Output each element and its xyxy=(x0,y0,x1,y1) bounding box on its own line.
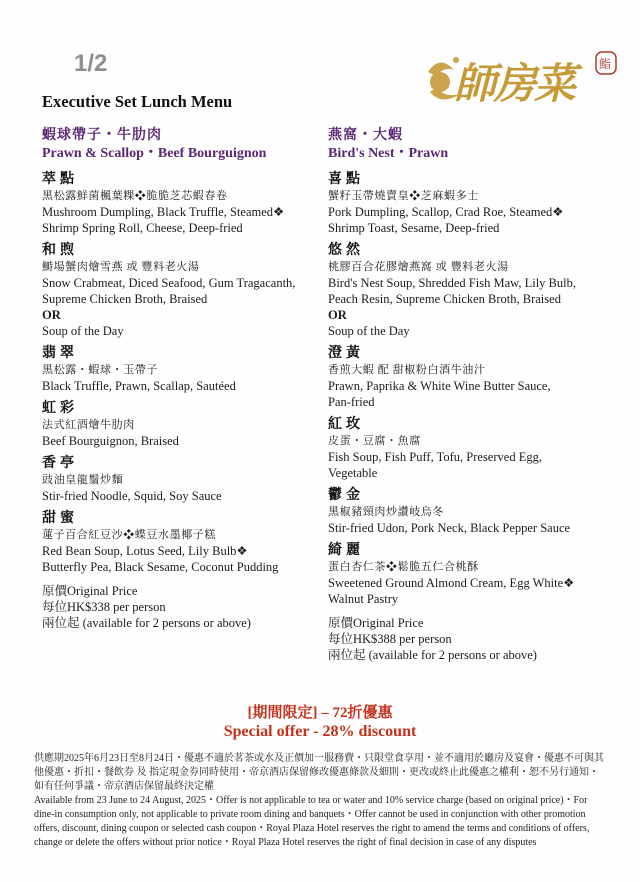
course-zh: 蓮子百合紅豆沙❖蝶豆水墨椰子糕 xyxy=(42,529,216,541)
course-en: Black Truffle, Prawn, Scallap, Sautéed xyxy=(42,379,236,393)
terms-zh: 供應期2025年6月23日至8月24日・優惠不適於茗茶或水及正價加一服務費・只限堂食享用・並不適用於廳房及宴會・優惠不可與其他優惠・折扣・餐飲券 及 指定現金券同時使用・帝京酒店保留修改優惠條款及細則・更改或終止此優惠之權利・恕不另行通知・如有任何爭議・帝京酒店保留最終決定權 xyxy=(34,753,604,792)
price-amount: 每位HK$388 per person xyxy=(328,632,452,646)
price-condition: 兩位起 (available for 2 persons or above) xyxy=(42,616,251,630)
course-zh: 法式紅酒燴牛肋肉 xyxy=(42,419,135,431)
course-zh: 桃膠百合花膠燴燕窩 或 豐料老火湯 xyxy=(328,261,509,273)
course-en: Beef Bourguignon, Braised xyxy=(42,434,179,448)
course-zh: 鰣場蟹肉燴雪燕 或 豐料老火湯 xyxy=(42,261,200,273)
svg-text:鮨: 鮨 xyxy=(599,57,612,71)
set-menu-right xyxy=(328,127,613,663)
course-3 xyxy=(328,345,613,410)
course-alt: Soup of the Day xyxy=(328,324,410,338)
set-title-zh: 蝦球帶子・牛肋肉 xyxy=(42,128,162,143)
logo-text: 師房菜 xyxy=(454,59,575,108)
price-amount: 每位HK$338 per person xyxy=(42,600,166,614)
promo-title-zh: [期間限定] – 72折優惠 xyxy=(247,705,393,721)
course-en: Stir-fried Udon, Pork Neck, Black Pepper Sauce xyxy=(328,521,571,535)
course-3 xyxy=(42,345,327,394)
course-en: Sweetened Ground Almond Cream, Egg White❖ xyxy=(328,576,575,590)
restaurant-logo xyxy=(420,42,620,114)
course-en: Shrimp Toast, Sesame, Deep-fried xyxy=(328,221,500,235)
terms-and-conditions xyxy=(34,752,606,850)
course-en: Pan-fried xyxy=(328,395,375,409)
set-title-en: Prawn & Scallop・Beef Bourguignon xyxy=(42,146,267,161)
course-en: Butterfly Pea, Black Sesame, Coconut Pudding xyxy=(42,560,279,574)
course-1 xyxy=(328,171,613,236)
course-title: 綺麗 xyxy=(328,543,364,558)
course-zh: 蟹籽玉帶燒賣皇❖芝麻蝦多士 xyxy=(328,190,479,202)
course-en: Fish Soup, Fish Puff, Tofu, Preserved Egg, xyxy=(328,450,542,464)
course-title: 喜點 xyxy=(328,172,364,187)
course-en: Shrimp Spring Roll, Cheese, Deep-fried xyxy=(42,221,243,235)
course-4 xyxy=(42,400,327,449)
promo-title-en: Special offer - 28% discount xyxy=(223,723,417,740)
or-label: OR xyxy=(42,308,61,322)
course-en: Prawn, Paprika & White Wine Butter Sauce, xyxy=(328,379,551,393)
course-2 xyxy=(328,242,613,339)
course-1 xyxy=(42,171,327,236)
course-en: Walnut Pastry xyxy=(328,592,399,606)
course-en: Snow Crabmeat, Diced Seafood, Gum Tragacanth, xyxy=(42,276,296,290)
course-zh: 黑松露・蝦球・玉帶子 xyxy=(42,364,158,376)
course-en: Pork Dumpling, Scallop, Crad Roe, Steamed❖ xyxy=(328,205,564,219)
course-en: Red Bean Soup, Lotus Seed, Lily Bulb❖ xyxy=(42,544,248,558)
price-condition: 兩位起 (available for 2 persons or above) xyxy=(328,648,537,662)
set-title-zh: 燕窩・大蝦 xyxy=(328,128,403,143)
course-5 xyxy=(328,487,613,536)
course-4 xyxy=(328,416,613,481)
course-title: 萃點 xyxy=(42,172,78,187)
course-zh: 蛋白杏仁茶❖鬆脆五仁合桃酥 xyxy=(328,561,479,573)
price-label: 原價Original Price xyxy=(42,584,138,598)
course-en: Peach Resin, Supreme Chicken Broth, Braised xyxy=(328,292,561,306)
menu-title: Executive Set Lunch Menu xyxy=(42,92,233,111)
course-en: Stir-fried Noodle, Squid, Soy Sauce xyxy=(42,489,222,503)
course-en: Vegetable xyxy=(328,466,378,480)
price-block xyxy=(42,583,327,631)
price-label: 原價Original Price xyxy=(328,616,424,630)
terms-en: Available from 23 June to 24 August, 2025・Offer is not applicable to tea or water and 10% service charge (based on original price)・For dine-in consumption only, not applicable to private room dining and banquets・Offer cannot be used in conjunction with other promotion offers, discount, dining coupon or selected cash coupon・Royal Plaza Hotel reserves the right to amend the terms and conditions of offers, change or delete the offers without prior notice・Royal Plaza Hotel reserves the right of final decision in case of any disputes xyxy=(34,795,590,848)
course-2 xyxy=(42,242,327,339)
course-title: 澄黃 xyxy=(328,346,364,361)
price-block xyxy=(328,615,613,663)
course-title: 香亭 xyxy=(42,456,78,471)
course-title: 和煦 xyxy=(42,243,78,258)
course-zh: 黑松露鮮菌楓葉粿❖脆脆芝芯蝦春卷 xyxy=(42,190,228,202)
course-en: Mushroom Dumpling, Black Truffle, Steamed❖ xyxy=(42,205,285,219)
or-label: OR xyxy=(328,308,347,322)
course-en: Bird's Nest Soup, Shredded Fish Maw, Lily Bulb, xyxy=(328,276,576,290)
course-title: 甜蜜 xyxy=(42,511,78,526)
course-5 xyxy=(42,455,327,504)
course-6 xyxy=(42,510,327,575)
set-title-en: Bird's Nest・Prawn xyxy=(328,146,449,161)
course-title: 虹彩 xyxy=(42,401,78,416)
course-6 xyxy=(328,542,613,607)
course-title: 悠然 xyxy=(328,243,364,258)
set-menu-left xyxy=(42,127,327,631)
course-zh: 黑椒豬頸肉炒讚岐烏冬 xyxy=(328,506,444,518)
course-title: 紅玫 xyxy=(328,417,364,432)
course-zh: 皮蛋・豆腐・魚腐 xyxy=(328,435,421,447)
course-alt: Soup of the Day xyxy=(42,324,124,338)
course-en: Supreme Chicken Broth, Braised xyxy=(42,292,208,306)
course-zh: 豉油皇龍鬚炒麵 xyxy=(42,474,124,486)
course-title: 鬱金 xyxy=(328,488,364,503)
course-title: 翡翠 xyxy=(42,346,78,361)
course-zh: 香煎大蝦 配 甜椒粉白酒牛油汁 xyxy=(328,364,486,376)
page-number: 1/2 xyxy=(74,50,108,77)
